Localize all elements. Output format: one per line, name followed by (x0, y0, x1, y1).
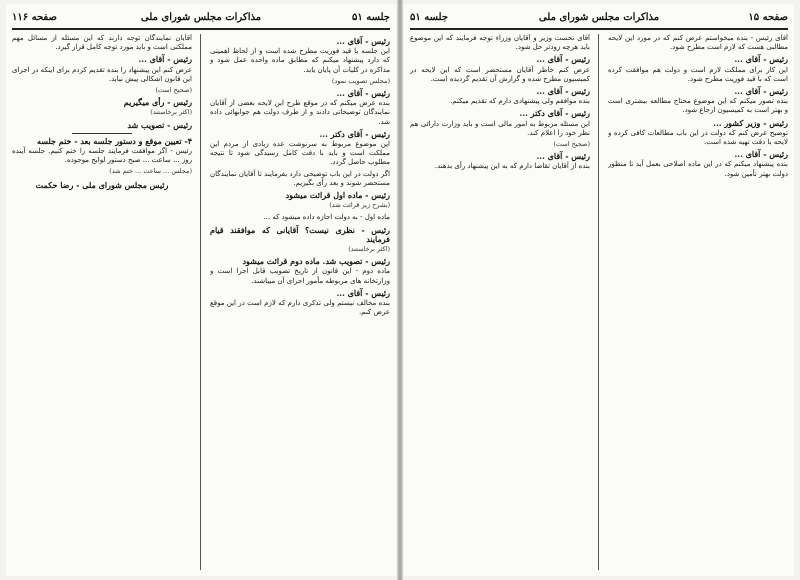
speaker-heading: رئیس - آقای ... (336, 287, 390, 298)
session-number: جلسه ۵۱ (410, 12, 449, 23)
paragraph: آقای رئیس - بنده میخواستم عرض کنم که در مورد این لایحه مطالبی هست که لازم است مطرح شود. (608, 34, 788, 52)
page-number: صفحه ۱۵ (748, 12, 788, 23)
speaker-heading: رئیس - آقای دکتر ... (519, 108, 590, 119)
speaker-heading: رئیس - آقای ... (734, 86, 788, 97)
section-rule (72, 133, 132, 134)
column-divider (598, 34, 599, 570)
publication-title: مذاکرات مجلس شورای ملی (140, 12, 262, 23)
paragraph: بنده تصور میکنم که این موضوع محتاج مطالعه بیشتری است و بهتر است به کمیسیون ارجاع شود. (608, 97, 788, 115)
header-rule (12, 28, 390, 30)
paragraph: آقای نخست وزیر و آقایان وزراء توجه فرمایند که این موضوع باید هرچه زودتر حل شود. (410, 34, 590, 52)
procedural-note: (صحیح است) (553, 140, 590, 149)
speaker-heading: رئیس - تصویب شد (127, 119, 192, 130)
signature: رئیس مجلس شورای ملی - رضا حکمت (35, 179, 169, 190)
paragraph: بنده عرض میکنم که در موقع طرح این لایحه بعضی از آقایان نمایندگان توضیحاتی دادند و از طرف دولت هم جوابهائی داده شد. (210, 99, 390, 126)
speaker-heading: رئیس - آقای ... (536, 86, 590, 97)
speaker-heading: رئیس - تصویب شد. ماده دوم قرائت میشود (242, 256, 390, 267)
speaker-heading: رئیس - آقای ... (336, 36, 390, 46)
speaker-heading: رئیس - آقای ... (336, 88, 390, 99)
procedural-note: (بشرح زیر قرائت شد) (329, 201, 390, 210)
speaker-heading: رئیس - آقای ... (536, 54, 590, 65)
text-column-left (12, 34, 192, 572)
speaker-heading: ۴- تعیین موقع و دستور جلسه بعد - ختم جلسه (36, 135, 192, 146)
binding-gutter (397, 0, 403, 580)
speaker-heading: رئیس - آقای ... (536, 151, 590, 162)
paragraph: توضیح عرض کنم که دولت در این باب مطالعات کافی کرده و لایحه با دقت تهیه شده است. (608, 128, 788, 147)
paragraph: این مسئله مربوط به امور مالی است و باید وزارت دارائی هم نظر خود را اعلام کند. (410, 119, 590, 137)
paragraph: بنده از آقایان تقاضا دارم که به این پیشنهاد رأی بدهند. (434, 162, 590, 171)
text-column-right (210, 34, 390, 572)
paragraph: این جلسه با قید فوریت مطرح شده است و از لحاظ اهمیتی که دارد پیشنهاد میکنم که مطابق ماده واحده عمل شود و مذاکره در کلیات آن پایان یابد. (210, 47, 390, 74)
text-column-left (410, 34, 590, 572)
session-number: جلسه ۵۱ (351, 12, 390, 23)
paragraph: عرض کنم این پیشنهاد را بنده تقدیم کردم برای اینکه در اجرای این قانون اشکالی پیش نیاید. (12, 65, 192, 83)
paragraph: ماده اول - به دولت اجازه داده میشود که ... (263, 213, 390, 222)
page-header (12, 10, 390, 26)
publication-title: مذاکرات مجلس شورای ملی (538, 12, 660, 23)
page-number: صفحه ۱۱۶ (12, 12, 57, 23)
paragraph: بنده موافقم ولی پیشنهادی دارم که تقدیم میکنم. (450, 97, 590, 106)
speaker-heading: رئیس - آقای ... (734, 54, 788, 65)
speaker-heading: رئیس - آقای دکتر ... (319, 128, 390, 139)
paragraph: اگر دولت در این باب توضیحی دارد بفرمایند تا آقایان نمایندگان مستحضر شوند و بعد رأی بگیریم. (210, 169, 390, 187)
page-right (404, 4, 794, 576)
page-left (6, 4, 396, 576)
procedural-note: (مجلس ... ساعت ... ختم شد) (109, 167, 192, 176)
header-rule (410, 28, 788, 30)
paragraph: عرض کنم خاطر آقایان مستحضر است که این لایحه در کمیسیون مطرح شده و گزارش آن تقدیم گردیده است. (410, 65, 590, 83)
speaker-heading: رئیس - نظری نیست؟ آقایانی که موافقند قیام فرمایند (210, 224, 390, 244)
page-header (410, 10, 788, 26)
speaker-heading: رئیس - وزیر کشور ... (713, 117, 788, 128)
speaker-heading: رئیس - آقای ... (734, 149, 788, 160)
procedural-note: (اکثر برخاستند) (150, 108, 192, 117)
paragraph: آقایان نمایندگان توجه دارند که این مسئله از مسائل مهم مملکتی است و باید مورد توجه کامل قرار گیرد. (12, 34, 192, 52)
procedural-note: (صحیح است) (155, 86, 192, 95)
column-divider (200, 34, 201, 570)
speaker-heading: رئیس - آقای ... (138, 54, 192, 65)
paragraph: ماده دوم - این قانون از تاریخ تصویب قابل اجرا است و وزارتخانه های مربوطه مأمور اجرای آن میباشند. (210, 267, 390, 285)
paragraph: بنده پیشنهاد میکنم که در این ماده اصلاحی بعمل آید تا منظور دولت بهتر تأمین شود. (608, 160, 788, 178)
paragraph: این کار برای مملکت لازم است و دولت هم موافقت کرده است که با قید فوریت مطرح شود. (608, 65, 788, 83)
procedural-note: (مجلس تصویب نمود) (331, 76, 390, 85)
speaker-heading: رئیس - ماده اول قرائت میشود (285, 190, 390, 201)
text-column-right (608, 34, 788, 572)
paragraph: این موضوع مربوط به سرنوشت عده زیادی از مردم این مملکت است و باید با دقت کامل رسیدگی شود تا نتیجه مطلوب حاصل گردد. (210, 140, 390, 167)
paragraph: رئیس - اگر موافقت فرمایند جلسه را ختم کنیم. جلسه آینده روز ... ساعت ... صبح دستور لوایح موجوده. (12, 147, 192, 165)
speaker-heading: رئیس - رأی میگیریم (123, 97, 192, 108)
paragraph: بنده مخالف نیستم ولی تذکری دارم که لازم است در این موقع عرض کنم. (210, 299, 390, 317)
procedural-note: (اکثر برخاستند) (348, 245, 390, 254)
